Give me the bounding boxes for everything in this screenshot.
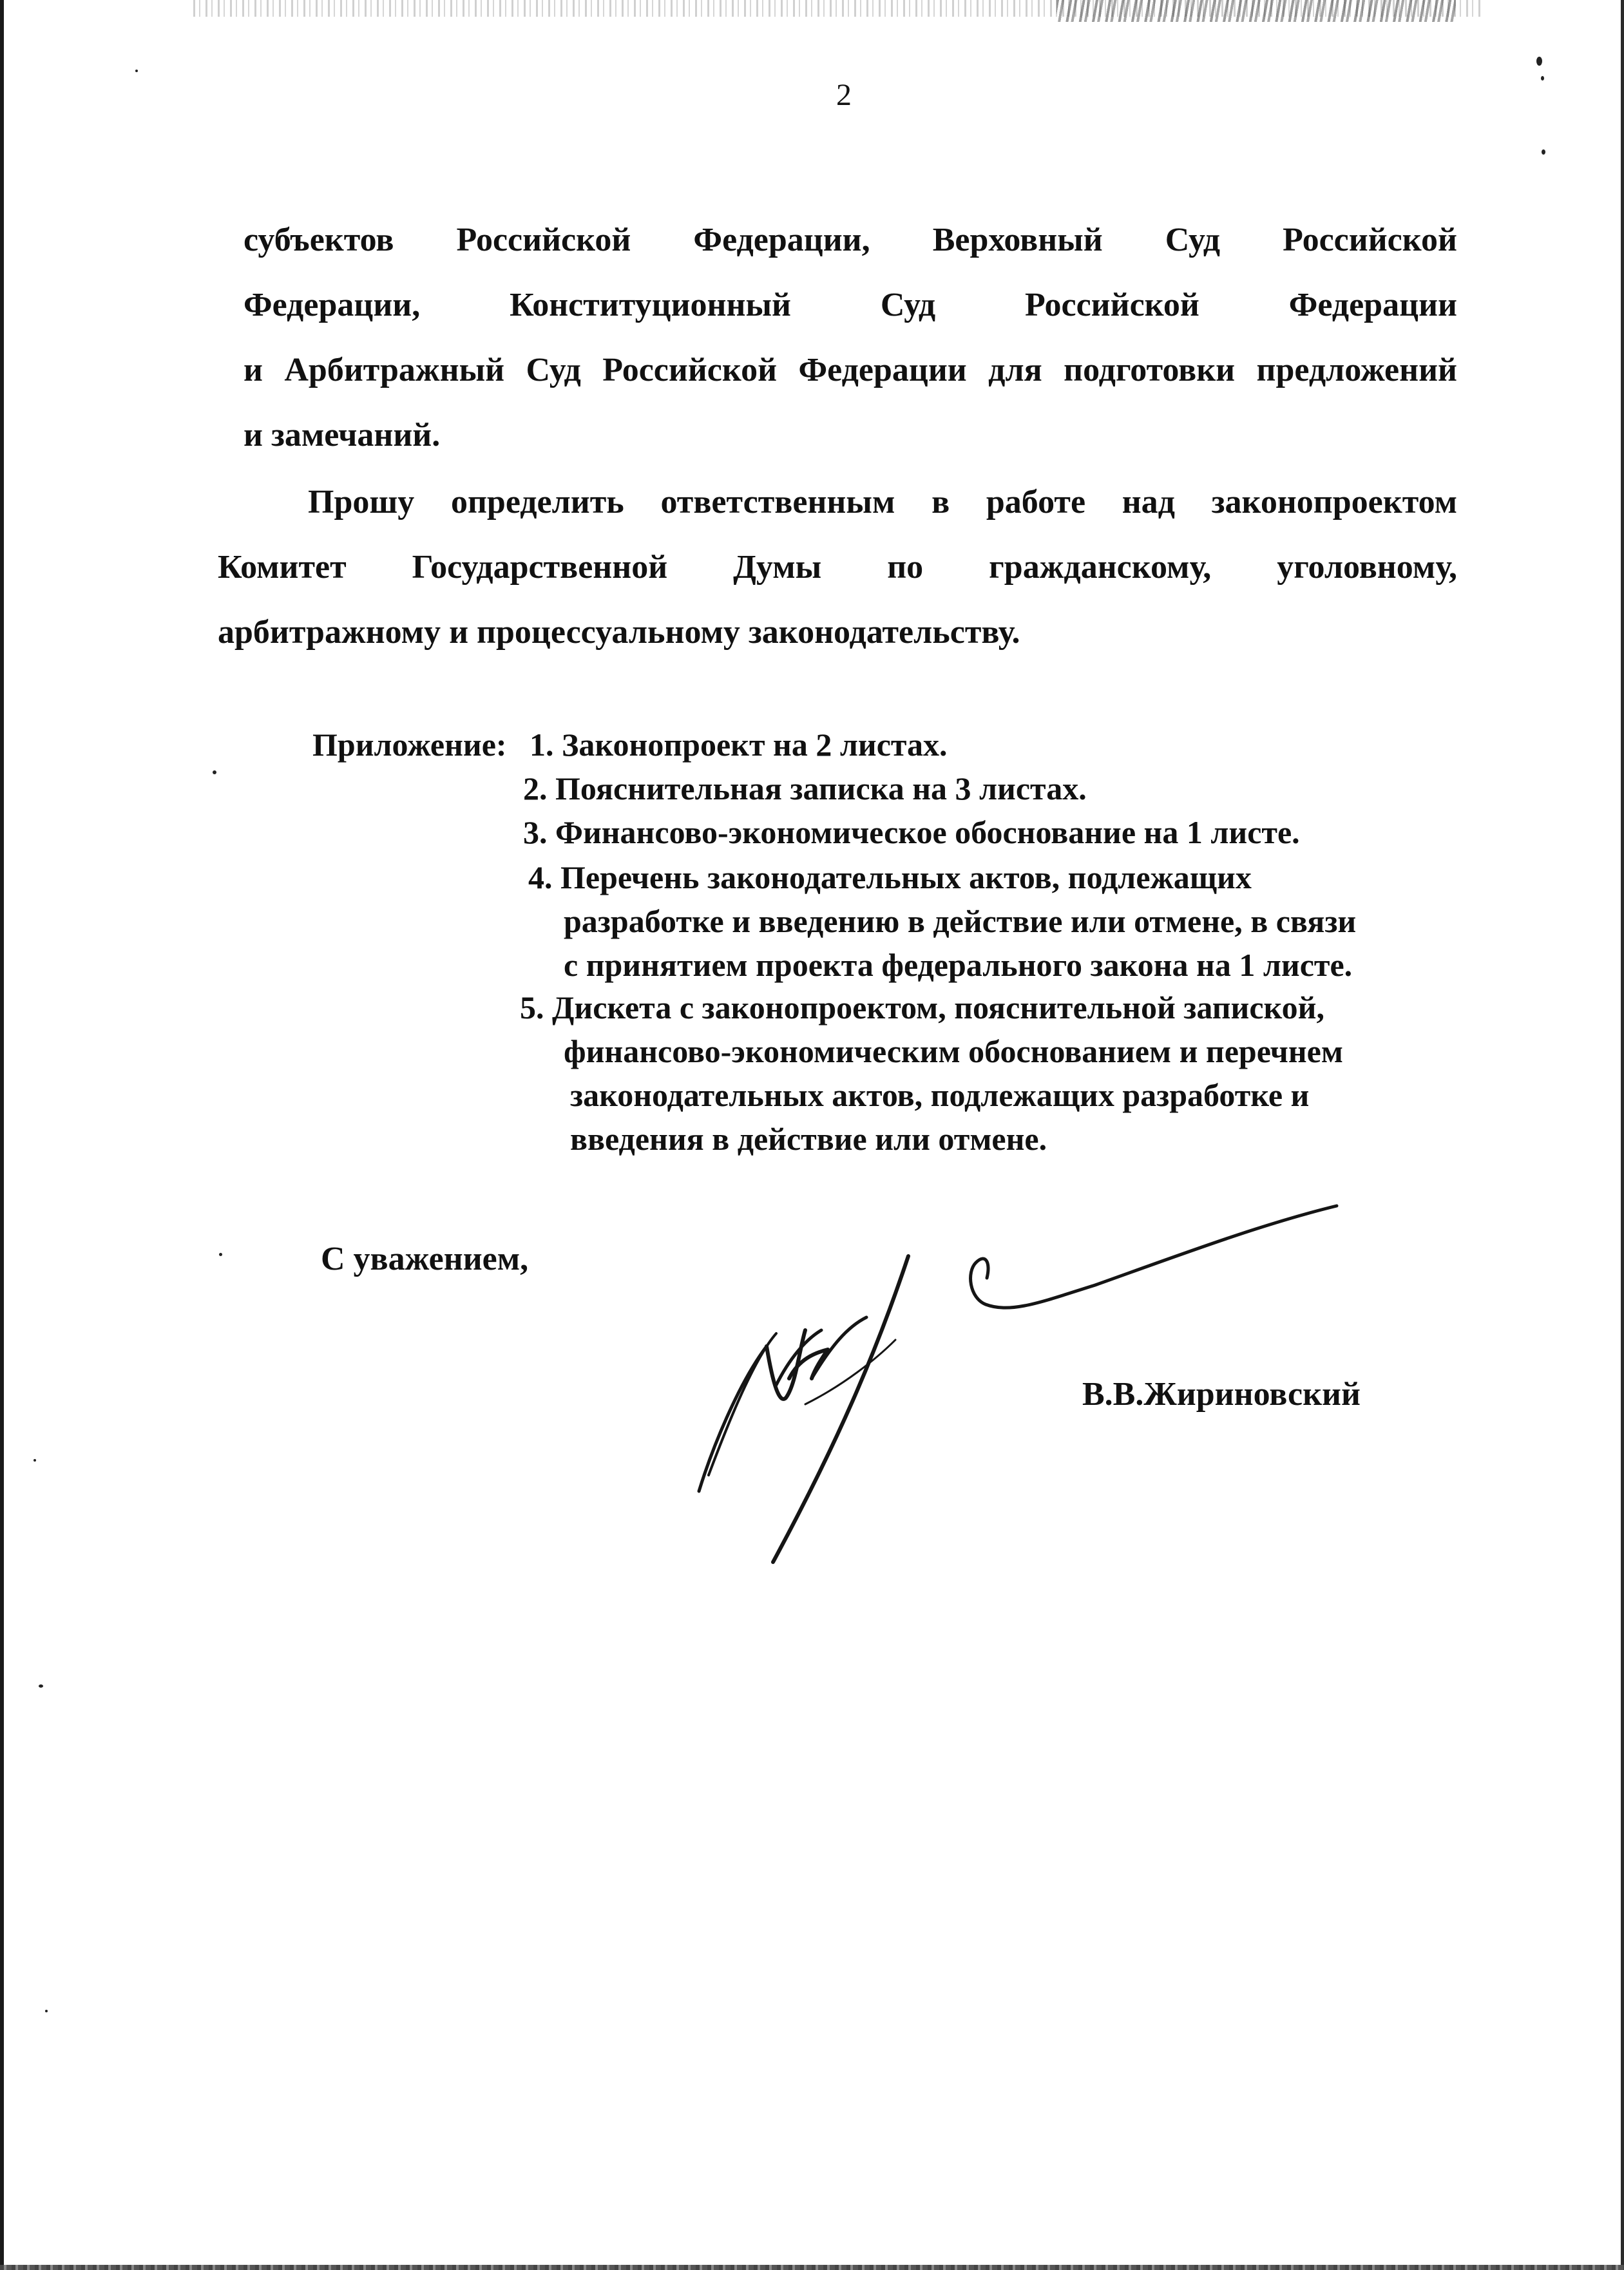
scan-top-noise-dark bbox=[1056, 0, 1456, 22]
scan-speck bbox=[213, 770, 216, 774]
attachment-item-continuation: с принятием проекта федерального закона на 1 листе. bbox=[564, 947, 1353, 983]
scan-speck bbox=[39, 1684, 43, 1688]
text-line: субъектов Российской Федерации, Верховный Суд Российской bbox=[244, 222, 1457, 258]
text-line: Прошу определить ответственным в работе над законопроектом bbox=[308, 484, 1457, 520]
text-line: и Арбитражный Суд Российской Федерации для подготовки предложений bbox=[244, 352, 1457, 388]
attachment-item-continuation: законодательных актов, подлежащих разработке и bbox=[570, 1077, 1310, 1113]
attachment-item-continuation: финансово-экономическим обоснованием и перечнем bbox=[564, 1033, 1343, 1069]
paragraph-recipients bbox=[244, 207, 1457, 468]
scan-speck bbox=[1536, 57, 1542, 66]
closing-salutation: С уважением, bbox=[321, 1241, 529, 1277]
text-line: Федерации, Конституционный Суд Российской Федерации bbox=[244, 287, 1457, 323]
scan-speck bbox=[135, 70, 138, 72]
text-line: арбитражному и процессуальному законодательству. bbox=[218, 614, 1020, 651]
scan-right-edge bbox=[1621, 0, 1624, 2270]
scan-left-edge bbox=[0, 0, 4, 2270]
attachment-item: 5. Дискета с законопроектом, пояснительной запиской, bbox=[520, 989, 1324, 1025]
scan-speck bbox=[219, 1253, 222, 1256]
attachment-item-continuation: введения в действие или отмене. bbox=[570, 1121, 1047, 1157]
scan-speck bbox=[1541, 76, 1544, 81]
attachment-item: 4. Перечень законодательных актов, подлежащих bbox=[528, 859, 1252, 895]
attachment-item-continuation: разработке и введению в действие или отмене, в связи bbox=[564, 903, 1357, 939]
scan-speck bbox=[45, 2010, 48, 2012]
page-number: 2 bbox=[836, 78, 852, 112]
attachment-item: 2. Пояснительная записка на 3 листах. bbox=[523, 770, 1087, 806]
text-line: и замечаний. bbox=[244, 417, 441, 453]
attachments-label: Приложение: bbox=[312, 727, 507, 763]
scan-speck bbox=[1542, 149, 1545, 155]
signer-name: В.В.Жириновский bbox=[1082, 1376, 1361, 1413]
attachment-item: 3. Финансово-экономическое обоснование на 1 листе. bbox=[523, 814, 1300, 850]
text-line: Комитет Государственной Думы по гражданскому, уголовному, bbox=[218, 549, 1457, 586]
attachment-item: 1. Законопроект на 2 листах. bbox=[530, 727, 948, 763]
paragraph-request bbox=[218, 470, 1457, 665]
scan-speck bbox=[33, 1459, 36, 1462]
scan-bottom-edge bbox=[0, 2265, 1624, 2270]
